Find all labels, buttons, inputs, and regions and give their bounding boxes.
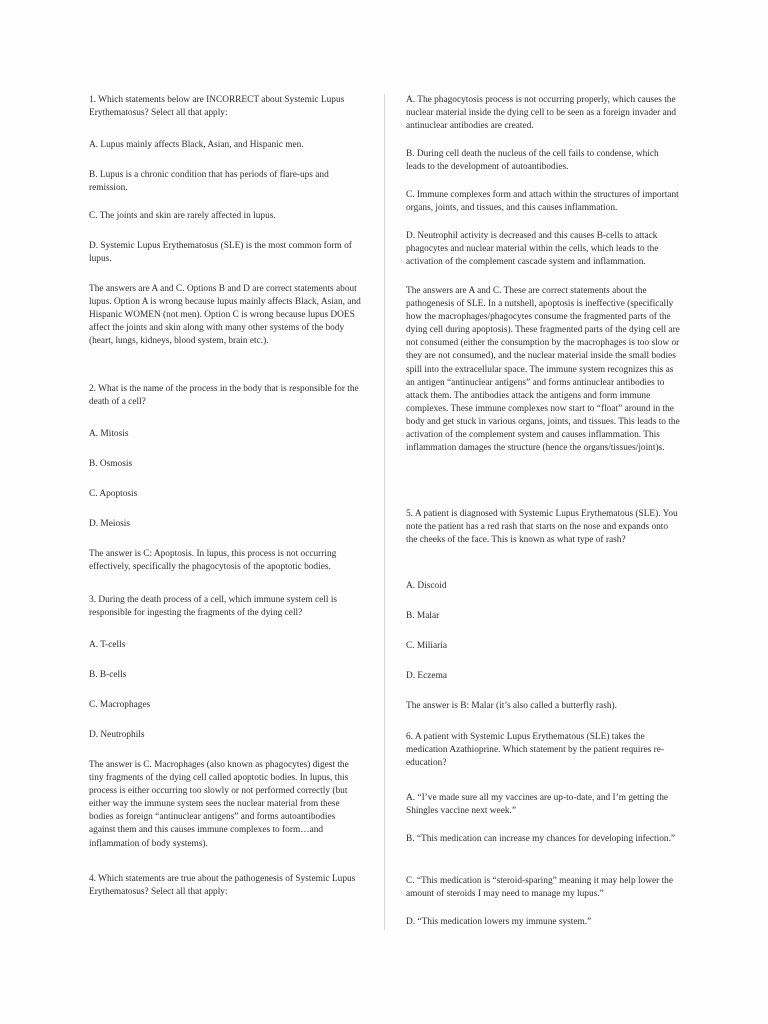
question-5-option-c: C. Miliaria bbox=[406, 641, 448, 651]
question-2-option-d: D. Meiosis bbox=[89, 519, 131, 529]
question-1-option-d: D. Systemic Lupus Erythematosus (SLE) is the most common form of lupus. bbox=[89, 241, 352, 265]
question-1-option-b: B. Lupus is a chronic condition that has periods of flare-ups and remission. bbox=[89, 170, 329, 194]
question-1-option-c: C. The joints and skin are rarely affected in lupus. bbox=[89, 211, 276, 221]
question-3-option-d: D. Neutrophils bbox=[89, 730, 145, 740]
question-2-option-c: C. Apoptosis bbox=[89, 489, 138, 499]
question-4-option-d: D. Neutrophil activity is decreased and this causes B-cells to attack phagocytes and nuclear material within the cells, which leads to the activation of the complement cascade system and inflammation. bbox=[406, 231, 659, 268]
question-3-option-c: C. Macrophages bbox=[89, 700, 151, 710]
question-5-text: 5. A patient is diagnosed with Systemic Lupus Erythematous (SLE). You note the patient has a red rash that starts on the nose and expands onto the cheeks of the face. This is known as what type of rash? bbox=[406, 509, 678, 546]
question-4-answer: The answers are A and C. These are correct statements about the pathogenesis of SLE. In a nutshell, apoptosis is ineffective (specifically how the macrophages/phagocytes consume the fragmented parts of the dying cell during apoptosis). These fragmented parts of the dying cell are not consumed (either the consumption by the macrophages is too slow or they are not consumed), and the nuclear material inside the small bodies spill into the extracellular space. The immune system recognizes this as an antigen “antinuclear antigens” and forms antinuclear antibodies to attack them. The antibodies attack the antigens and form immune complexes. These immune complexes now start to “float” around in the body and get stuck in various organs, joints, and tissues. This leads to the activation of the complement system and causes inflammation. This inflammation damages the structure (hence the organs/tissues/joint)s. bbox=[406, 286, 680, 454]
question-4-option-b: B. During cell death the nucleus of the cell fails to condense, which leads to the development of autoantibodies. bbox=[406, 149, 659, 173]
question-3-option-a: A. T-cells bbox=[89, 640, 126, 650]
question-2-option-b: B. Osmosis bbox=[89, 459, 133, 469]
question-2-text: 2. What is the name of the process in the body that is responsible for the death of a cell? bbox=[89, 384, 359, 408]
question-5-option-d: D. Eczema bbox=[406, 671, 447, 681]
question-6-text: 6. A patient with Systemic Lupus Erythematous (SLE) takes the medication Azathioprine. Which statement by the patient requires re-education? bbox=[406, 732, 664, 769]
question-1-answer: The answers are A and C. Options B and D are correct statements about lupus. Option A is wrong because lupus mainly affects Black, Asian, and Hispanic WOMEN (not men). Option C is wrong because lupus DOES affect the joints and skin along with many other systems of the body (heart, lungs, kidneys, blood system, brain etc.). bbox=[89, 284, 361, 347]
question-4-text: 4. Which statements are true about the pathogenesis of Systemic Lupus Erythematosus? Select all that apply: bbox=[89, 874, 356, 898]
question-6-option-b: B. “This medication can increase my chances for developing infection.” bbox=[406, 834, 676, 844]
question-3-option-b: B. B-cells bbox=[89, 670, 127, 680]
column-divider bbox=[384, 94, 385, 930]
question-6-option-a: A. “I’ve made sure all my vaccines are up-to-date, and I’m getting the Shingles vaccine next week.” bbox=[406, 793, 669, 817]
question-4-option-a: A. The phagocytosis process is not occurring properly, which causes the nuclear material inside the dying cell to be seen as a foreign invader and antinuclear antibodies are created. bbox=[406, 95, 677, 132]
question-5-option-b: B. Malar bbox=[406, 611, 440, 621]
question-6-option-d: D. “This medication lowers my immune system.” bbox=[406, 917, 592, 927]
question-2-option-a: A. Mitosis bbox=[89, 429, 129, 439]
question-5-option-a: A. Discoid bbox=[406, 581, 447, 591]
question-2-answer: The answer is C: Apoptosis. In lupus, this process is not occurring effectively, specifically the phagocytosis of the apoptotic bodies. bbox=[89, 549, 337, 573]
question-4-option-c: C. Immune complexes form and attach within the structures of important organs, joints, and tissues, and this causes inflammation. bbox=[406, 190, 679, 214]
question-5-answer: The answer is B: Malar (it’s also called a butterfly rash). bbox=[406, 701, 617, 711]
question-3-answer: The answer is C. Macrophages (also known as phagocytes) digest the tiny fragments of the dying cell called apoptotic bodies. In lupus, this process is either occurring too slowly or not performed correctly (but either way the immune system sees the nuclear material from these bodies as foreign “antinuclear antigens” and forms autoantibodies against them and this causes immune complexes to form…and inflammation of body systems). bbox=[89, 760, 349, 849]
question-3-text: 3. During the death process of a cell, which immune system cell is responsible for ingesting the fragments of the dying cell? bbox=[89, 595, 338, 619]
question-1-text: 1. Which statements below are INCORRECT about Systemic Lupus Erythematosus? Select all that apply: bbox=[89, 95, 345, 119]
question-1-option-a: A. Lupus mainly affects Black, Asian, and Hispanic men. bbox=[89, 140, 304, 150]
question-6-option-c: C. “This medication is “steroid-sparing” meaning it may help lower the amount of steroids I may need to manage my lupus.” bbox=[406, 876, 674, 900]
